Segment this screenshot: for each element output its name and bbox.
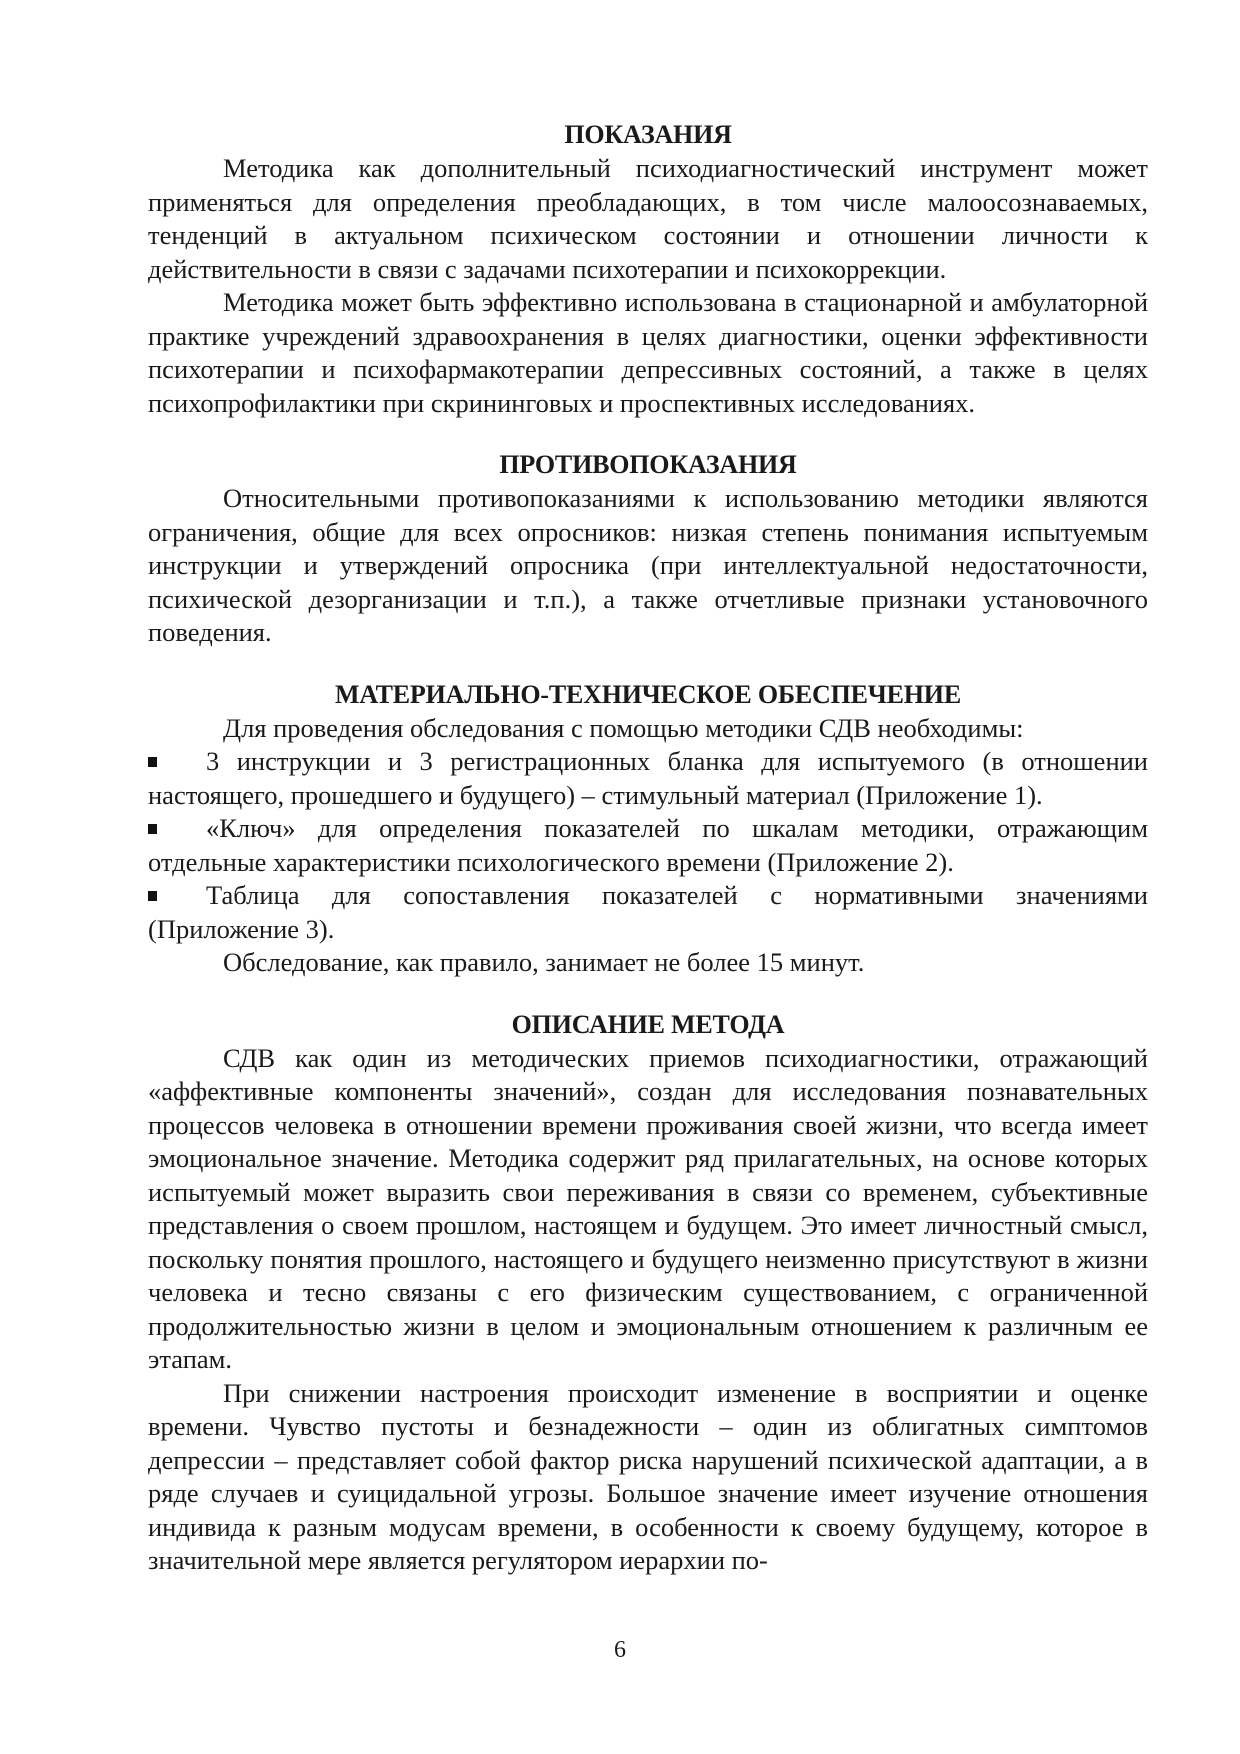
paragraph: Относительными противопоказаниями к использованию методики являются ограничения, общие для всех опросников: низкая степень понимания испытуемым инструкции и утверждений опросника (при интеллектуальной недостаточности, психической дезорганизации и т.п.), а также отчетливые признаки установочного поведения. xyxy=(148,483,1148,647)
document-page xyxy=(148,118,1148,1578)
list-item-text: 3 инструкции и 3 регистрационных бланка для испытуемого (в отношении настоящего, прошедшего и будущего) – стимульный материал (Приложение 1). xyxy=(148,746,1148,810)
section-method-description xyxy=(148,1008,1148,1578)
section-heading: ПОКАЗАНИЯ xyxy=(564,120,732,149)
section-indications xyxy=(148,118,1148,420)
list-item xyxy=(148,812,1148,879)
spacer xyxy=(148,980,1148,1008)
page-number: 6 xyxy=(614,1637,626,1663)
section-heading: МАТЕРИАЛЬНО-ТЕХНИЧЕСКОЕ ОБЕСПЕЧЕНИЕ xyxy=(335,679,961,709)
list-item-text: Таблица для сопоставления показателей с нормативными значениями (Приложение 3). xyxy=(148,880,1148,944)
outro-paragraph: Обследование, как правило, занимает не более 15 минут. xyxy=(223,947,865,977)
paragraph: СДВ как один из методических приемов психодиагностики, отражающий «аффективные компоненты значений», создан для исследования познавательных процессов человека в отношении времени проживания своей жизни, что всегда имеет эмоциональное значение. Методика содержит ряд прилагательных, на основе которых испытуемый может выразить свои переживания в связи со временем, субъективные представления о своем прошлом, настоящем и будущем. Это имеет личностный смысл, поскольку понятия прошлого, настоящего и будущего неизменно присутствуют в жизни человека и тесно связаны с его физическим существованием, с ограниченной продолжительностью жизни в целом и эмоциональным отношением к различным ее этапам. xyxy=(148,1042,1148,1374)
paragraph: Методика может быть эффективно использована в стационарной и амбулаторной практике учреждений здравоохранения в целях диагностики, оценки эффективности психотерапии и психофармакотерапии депрессивных состояний, а также в целях психопрофилактики при скрининговых и проспективных исследованиях. xyxy=(148,287,1148,418)
list-item xyxy=(148,879,1148,946)
spacer xyxy=(148,650,1148,678)
square-bullet-icon xyxy=(148,757,157,767)
square-bullet-icon xyxy=(148,891,157,901)
list-item xyxy=(148,745,1148,812)
intro-paragraph: Для проведения обследования с помощью методики СДВ необходимы: xyxy=(223,712,1024,743)
spacer xyxy=(148,420,1148,448)
list-item-text: «Ключ» для определения показателей по шкалам методики, отражающим отдельные характеристики психологического времени (Приложение 2). xyxy=(148,813,1148,877)
paragraph: При снижении настроения происходит изменение в восприятии и оценке времени. Чувство пустоты и безнадежности – один из облигатных симптомов депрессии – представляет собой фактор риска нарушений психической адаптации, а в ряде случаев и суицидальной угрозы. Большое значение имеет изучение отношения индивида к разным модусам времени, в особенности к своему будущему, которое в значительной мере является регулятором иерархии по- xyxy=(148,1377,1148,1575)
section-heading: ОПИСАНИЕ МЕТОДА xyxy=(511,1009,785,1039)
section-equipment xyxy=(148,678,1148,980)
paragraph: Методика как дополнительный психодиагностический инструмент может применяться для определения преобладающих, в том числе малоосознаваемых, тенденций в актуальном психическом состоянии и отношении личности к действительности в связи с задачами психотерапии и психокоррекции. xyxy=(148,153,1148,284)
section-contraindications xyxy=(148,448,1148,650)
square-bullet-icon xyxy=(148,824,157,834)
section-heading: ПРОТИВОПОКАЗАНИЯ xyxy=(499,450,797,479)
